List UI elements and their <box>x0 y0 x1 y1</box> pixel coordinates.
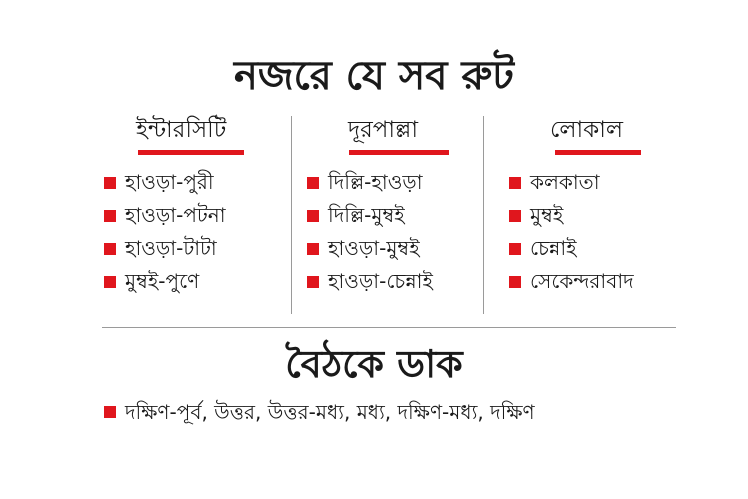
route-label: হাওড়া-চেন্নাই <box>328 269 433 293</box>
list-item <box>509 166 634 199</box>
meeting-title: বৈঠকে ডাক <box>285 342 463 386</box>
section-divider <box>102 327 676 328</box>
square-bullet-icon <box>104 406 116 418</box>
square-bullet-icon <box>509 243 521 255</box>
square-bullet-icon <box>104 276 116 288</box>
square-bullet-icon <box>509 177 521 189</box>
square-bullet-icon <box>307 177 319 189</box>
column-heading-local: লোকাল <box>550 117 624 143</box>
route-columns <box>100 112 680 317</box>
list-item <box>307 232 433 265</box>
heading-underline <box>138 150 244 155</box>
route-label: চেন্নাই <box>530 236 577 260</box>
route-label: মুম্বই-পুণে <box>125 269 200 293</box>
column-divider <box>483 116 484 314</box>
square-bullet-icon <box>307 276 319 288</box>
route-list-long-distance <box>307 166 433 298</box>
column-divider <box>291 116 292 314</box>
square-bullet-icon <box>104 243 116 255</box>
list-item <box>104 232 226 265</box>
list-item <box>104 265 226 298</box>
list-item <box>104 166 226 199</box>
heading-underline <box>349 150 449 155</box>
list-item <box>104 199 226 232</box>
route-label: দিল্লি-হাওড়া <box>328 170 423 194</box>
route-label: দিল্লি-মুম্বই <box>328 203 405 227</box>
page-title: নজরে যে সব রুট <box>234 53 514 99</box>
list-item <box>509 199 634 232</box>
column-heading-long-distance: দূরপাল্লা <box>348 117 419 143</box>
square-bullet-icon <box>104 210 116 222</box>
square-bullet-icon <box>509 210 521 222</box>
square-bullet-icon <box>307 210 319 222</box>
route-list-intercity <box>104 166 226 298</box>
column-heading-intercity: ইন্টারসিটি <box>136 117 227 143</box>
route-label: মুম্বই <box>530 203 564 227</box>
list-item <box>307 166 433 199</box>
route-label: হাওড়া-মুম্বই <box>328 236 420 260</box>
list-item <box>307 265 433 298</box>
list-item <box>509 265 634 298</box>
square-bullet-icon <box>509 276 521 288</box>
meeting-zones <box>104 396 535 428</box>
route-label: কলকাতা <box>530 170 600 194</box>
route-label: হাওড়া-পটনা <box>125 203 226 227</box>
route-label: হাওড়া-টাটা <box>125 236 217 260</box>
column-intercity <box>100 112 290 317</box>
route-label: সেকেন্দরাবাদ <box>530 269 634 293</box>
heading-underline <box>555 150 641 155</box>
column-local <box>505 112 680 317</box>
route-list-local <box>509 166 634 298</box>
list-item <box>509 232 634 265</box>
list-item <box>307 199 433 232</box>
square-bullet-icon <box>104 177 116 189</box>
zones-label: দক্ষিণ-পূর্ব, উত্তর, উত্তর-মধ্য, মধ্য, দক্ষিণ-মধ্য, দক্ষিণ <box>125 400 535 424</box>
column-long-distance <box>303 112 493 317</box>
route-label: হাওড়া-পুরী <box>125 170 214 194</box>
square-bullet-icon <box>307 243 319 255</box>
